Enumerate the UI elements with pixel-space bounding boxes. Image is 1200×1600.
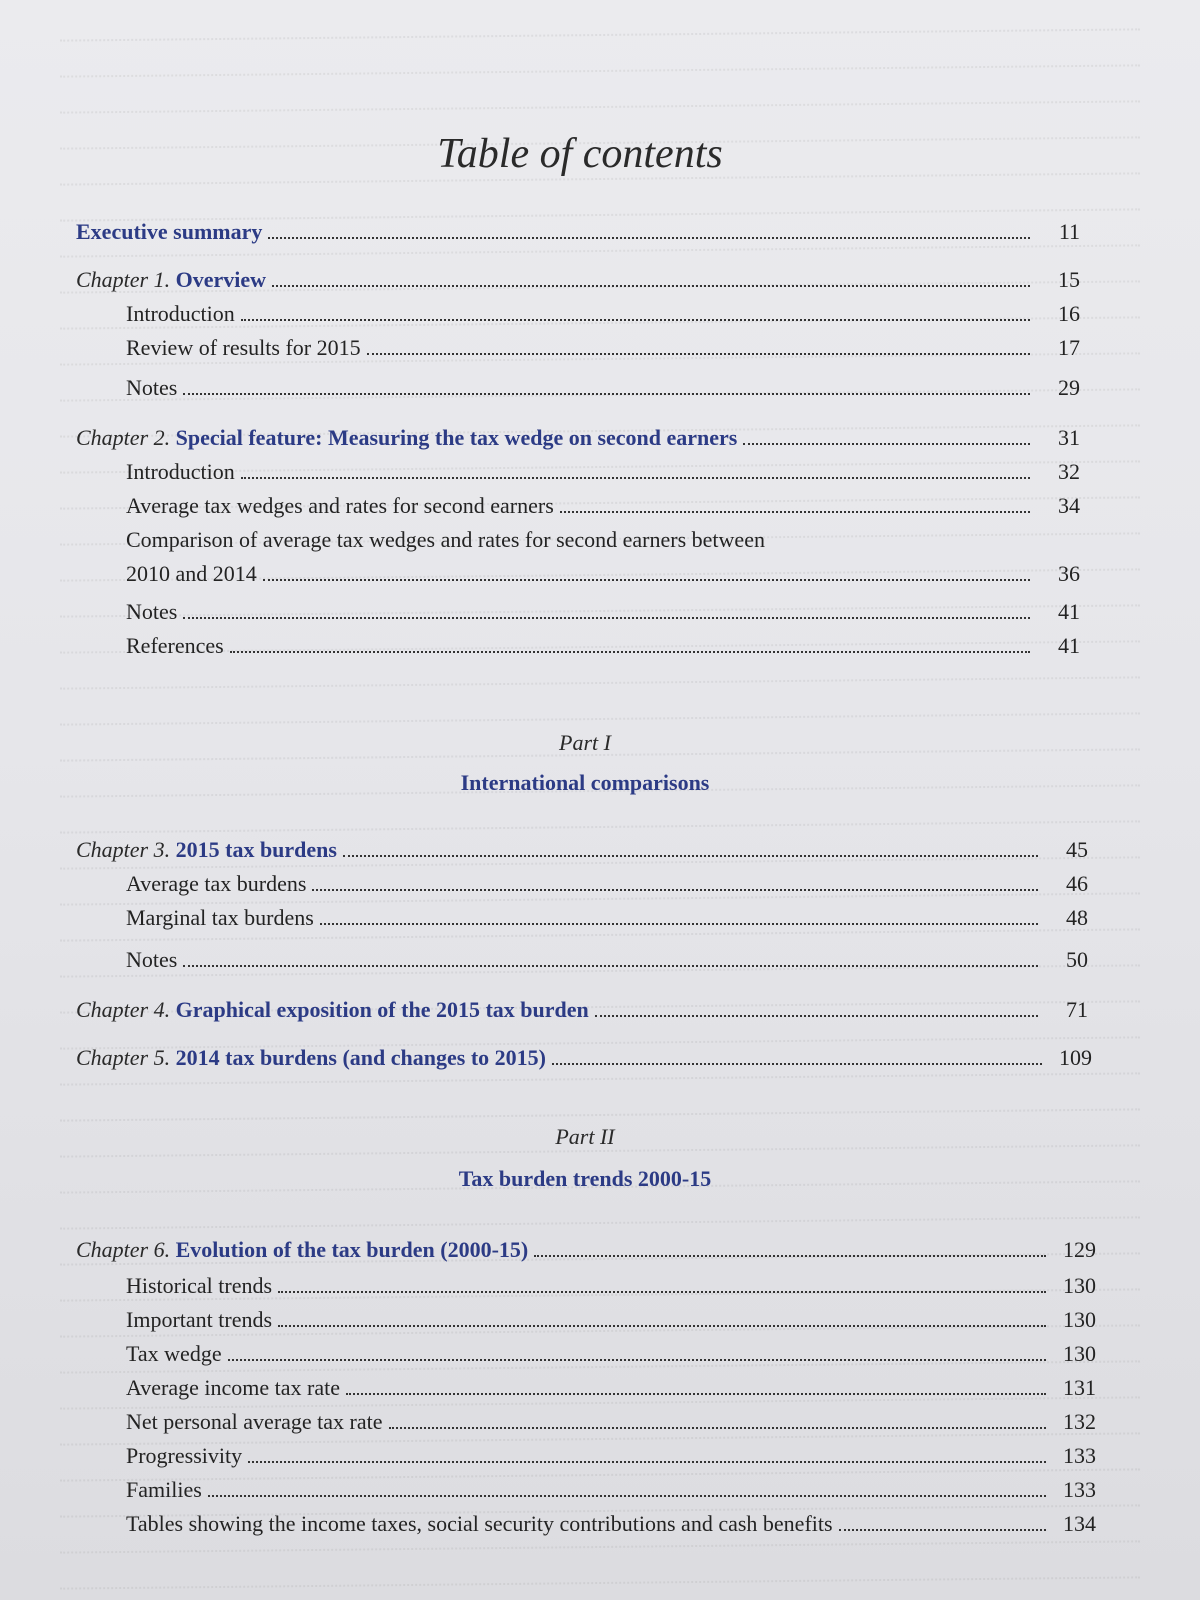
dot-leader (268, 237, 1030, 239)
chapter-title: Evolution of the tax burden (2000-15) (175, 1237, 529, 1262)
chapter-title: 2015 tax burdens (175, 837, 337, 862)
part-label: Part I (559, 730, 611, 755)
section-title: Net personal average tax rate (126, 1409, 383, 1434)
page-number: 71 (1066, 997, 1088, 1022)
dot-leader (320, 923, 1038, 925)
dot-leader (183, 965, 1038, 967)
toc-entry-chapter-4[interactable] (76, 996, 1088, 1024)
section-title: Families (126, 1477, 202, 1502)
dot-leader (367, 353, 1030, 355)
dot-leader (595, 1015, 1038, 1017)
page-number: 17 (1058, 335, 1080, 360)
part-title[interactable]: Tax burden trends 2000-15 (458, 1166, 712, 1191)
page-number: 11 (1058, 219, 1080, 244)
toc-entry-section[interactable] (126, 1442, 1096, 1470)
page-number: 15 (1058, 267, 1080, 292)
dot-leader (183, 617, 1030, 619)
dot-leader (839, 1529, 1046, 1531)
section-title: Notes (126, 599, 178, 624)
page-number: 130 (1063, 1341, 1096, 1366)
toc-entry-section[interactable] (126, 374, 1080, 402)
page-number: 134 (1063, 1511, 1096, 1536)
chapter-title: 2014 tax burdens (and changes to 2015) (175, 1045, 546, 1070)
chapter-prefix: Chapter 3. (76, 837, 171, 862)
toc-entry-chapter-5[interactable] (76, 1044, 1092, 1072)
part-label: Part II (555, 1124, 615, 1149)
dot-leader (534, 1255, 1046, 1257)
page-number: 130 (1063, 1307, 1096, 1332)
toc-entry-section[interactable] (126, 1510, 1096, 1538)
dot-leader (389, 1427, 1046, 1429)
section-title: Notes (126, 947, 178, 972)
chapter-title: Graphical exposition of the 2015 tax burden (175, 997, 589, 1022)
section-title: Historical trends (126, 1273, 273, 1298)
toc-entry-section[interactable] (126, 946, 1088, 974)
toc-entry-section[interactable] (126, 458, 1080, 486)
dot-leader (208, 1495, 1046, 1497)
dot-leader (346, 1393, 1046, 1395)
dot-leader (743, 443, 1030, 445)
chapter-prefix: Chapter 2. (76, 425, 171, 450)
chapter-prefix: Chapter 1. (76, 267, 171, 292)
section-title: Average income tax rate (126, 1375, 340, 1400)
toc-entry-chapter-6[interactable] (76, 1236, 1096, 1264)
toc-entry-section[interactable] (126, 1272, 1096, 1300)
dot-leader (272, 285, 1030, 287)
toc-entry-section[interactable] (126, 1476, 1096, 1504)
section-title: Important trends (126, 1307, 273, 1332)
section-title: 2010 and 2014 (126, 561, 257, 586)
chapter-title: Special feature: Measuring the tax wedge on second earners (175, 425, 738, 450)
page-number: 129 (1063, 1237, 1096, 1262)
toc-entry-chapter-2[interactable] (76, 424, 1080, 452)
toc-entry-section[interactable] (126, 1408, 1096, 1436)
section-title: Tax wedge (126, 1341, 222, 1366)
toc-entry-section[interactable] (126, 560, 1080, 588)
page-number: 132 (1063, 1409, 1096, 1434)
page-number: 34 (1058, 493, 1080, 518)
dot-leader (183, 393, 1030, 395)
dot-leader (278, 1325, 1046, 1327)
entry-title: Executive summary (76, 219, 263, 244)
toc-entry-executive-summary[interactable] (76, 218, 1080, 246)
dot-leader (241, 319, 1030, 321)
page-number: 131 (1063, 1375, 1096, 1400)
chapter-prefix: Chapter 5. (76, 1045, 171, 1070)
section-title: Tables showing the income taxes, social security contributions and cash benefits (126, 1511, 833, 1536)
section-title: Average tax burdens (126, 871, 307, 896)
toc-entry-section[interactable] (126, 1374, 1096, 1402)
toc-entry-section[interactable] (126, 632, 1080, 660)
page-number: 133 (1063, 1443, 1096, 1468)
toc-entry-section[interactable] (126, 300, 1080, 328)
dot-leader (263, 579, 1030, 581)
dot-leader (552, 1063, 1042, 1065)
section-title: Introduction (126, 301, 235, 326)
page-number: 109 (1059, 1045, 1092, 1070)
page-number: 41 (1058, 599, 1080, 624)
section-title-line-1: Comparison of average tax wedges and rates for second earners between (126, 527, 765, 552)
section-title: Marginal tax burdens (126, 905, 314, 930)
toc-entry-section[interactable] (126, 598, 1080, 626)
dot-leader (228, 1359, 1046, 1361)
page-number: 32 (1058, 459, 1080, 484)
toc-entry-section[interactable] (126, 1340, 1096, 1368)
section-title: Introduction (126, 459, 235, 484)
page-number: 29 (1058, 375, 1080, 400)
page-number: 48 (1066, 905, 1088, 930)
page-number: 133 (1063, 1477, 1096, 1502)
section-title: Notes (126, 375, 178, 400)
page-number: 46 (1066, 871, 1088, 896)
dot-leader (560, 511, 1030, 513)
chapter-prefix: Chapter 4. (76, 997, 171, 1022)
dot-leader (230, 651, 1030, 653)
page-number: 31 (1058, 425, 1080, 450)
dot-leader (343, 855, 1038, 857)
chapter-title: Overview (175, 267, 267, 292)
page-number: 50 (1066, 947, 1088, 972)
section-title: References (126, 633, 224, 658)
dot-leader (241, 477, 1030, 479)
dot-leader (312, 889, 1038, 891)
page-number: 130 (1063, 1273, 1096, 1298)
toc-entry-chapter-3[interactable] (76, 836, 1088, 864)
page-number: 16 (1058, 301, 1080, 326)
chapter-prefix: Chapter 6. (76, 1237, 171, 1262)
section-title: Average tax wedges and rates for second earners (126, 493, 554, 518)
dot-leader (248, 1461, 1046, 1463)
toc-entry-section[interactable] (126, 1306, 1096, 1334)
section-title: Progressivity (126, 1443, 243, 1468)
toc-entry-section[interactable] (126, 492, 1080, 520)
toc-entry-chapter-1[interactable] (76, 266, 1080, 294)
page-title: Table of contents (437, 131, 723, 177)
toc-entry-section[interactable] (126, 904, 1088, 932)
page-number: 41 (1058, 633, 1080, 658)
page-number: 45 (1066, 837, 1088, 862)
part-title[interactable]: International comparisons (460, 770, 710, 795)
page-number: 36 (1058, 561, 1080, 586)
toc-entry-section[interactable] (126, 870, 1088, 898)
toc-entry-section[interactable] (126, 334, 1080, 362)
dot-leader (278, 1291, 1046, 1293)
section-title: Review of results for 2015 (126, 335, 361, 360)
